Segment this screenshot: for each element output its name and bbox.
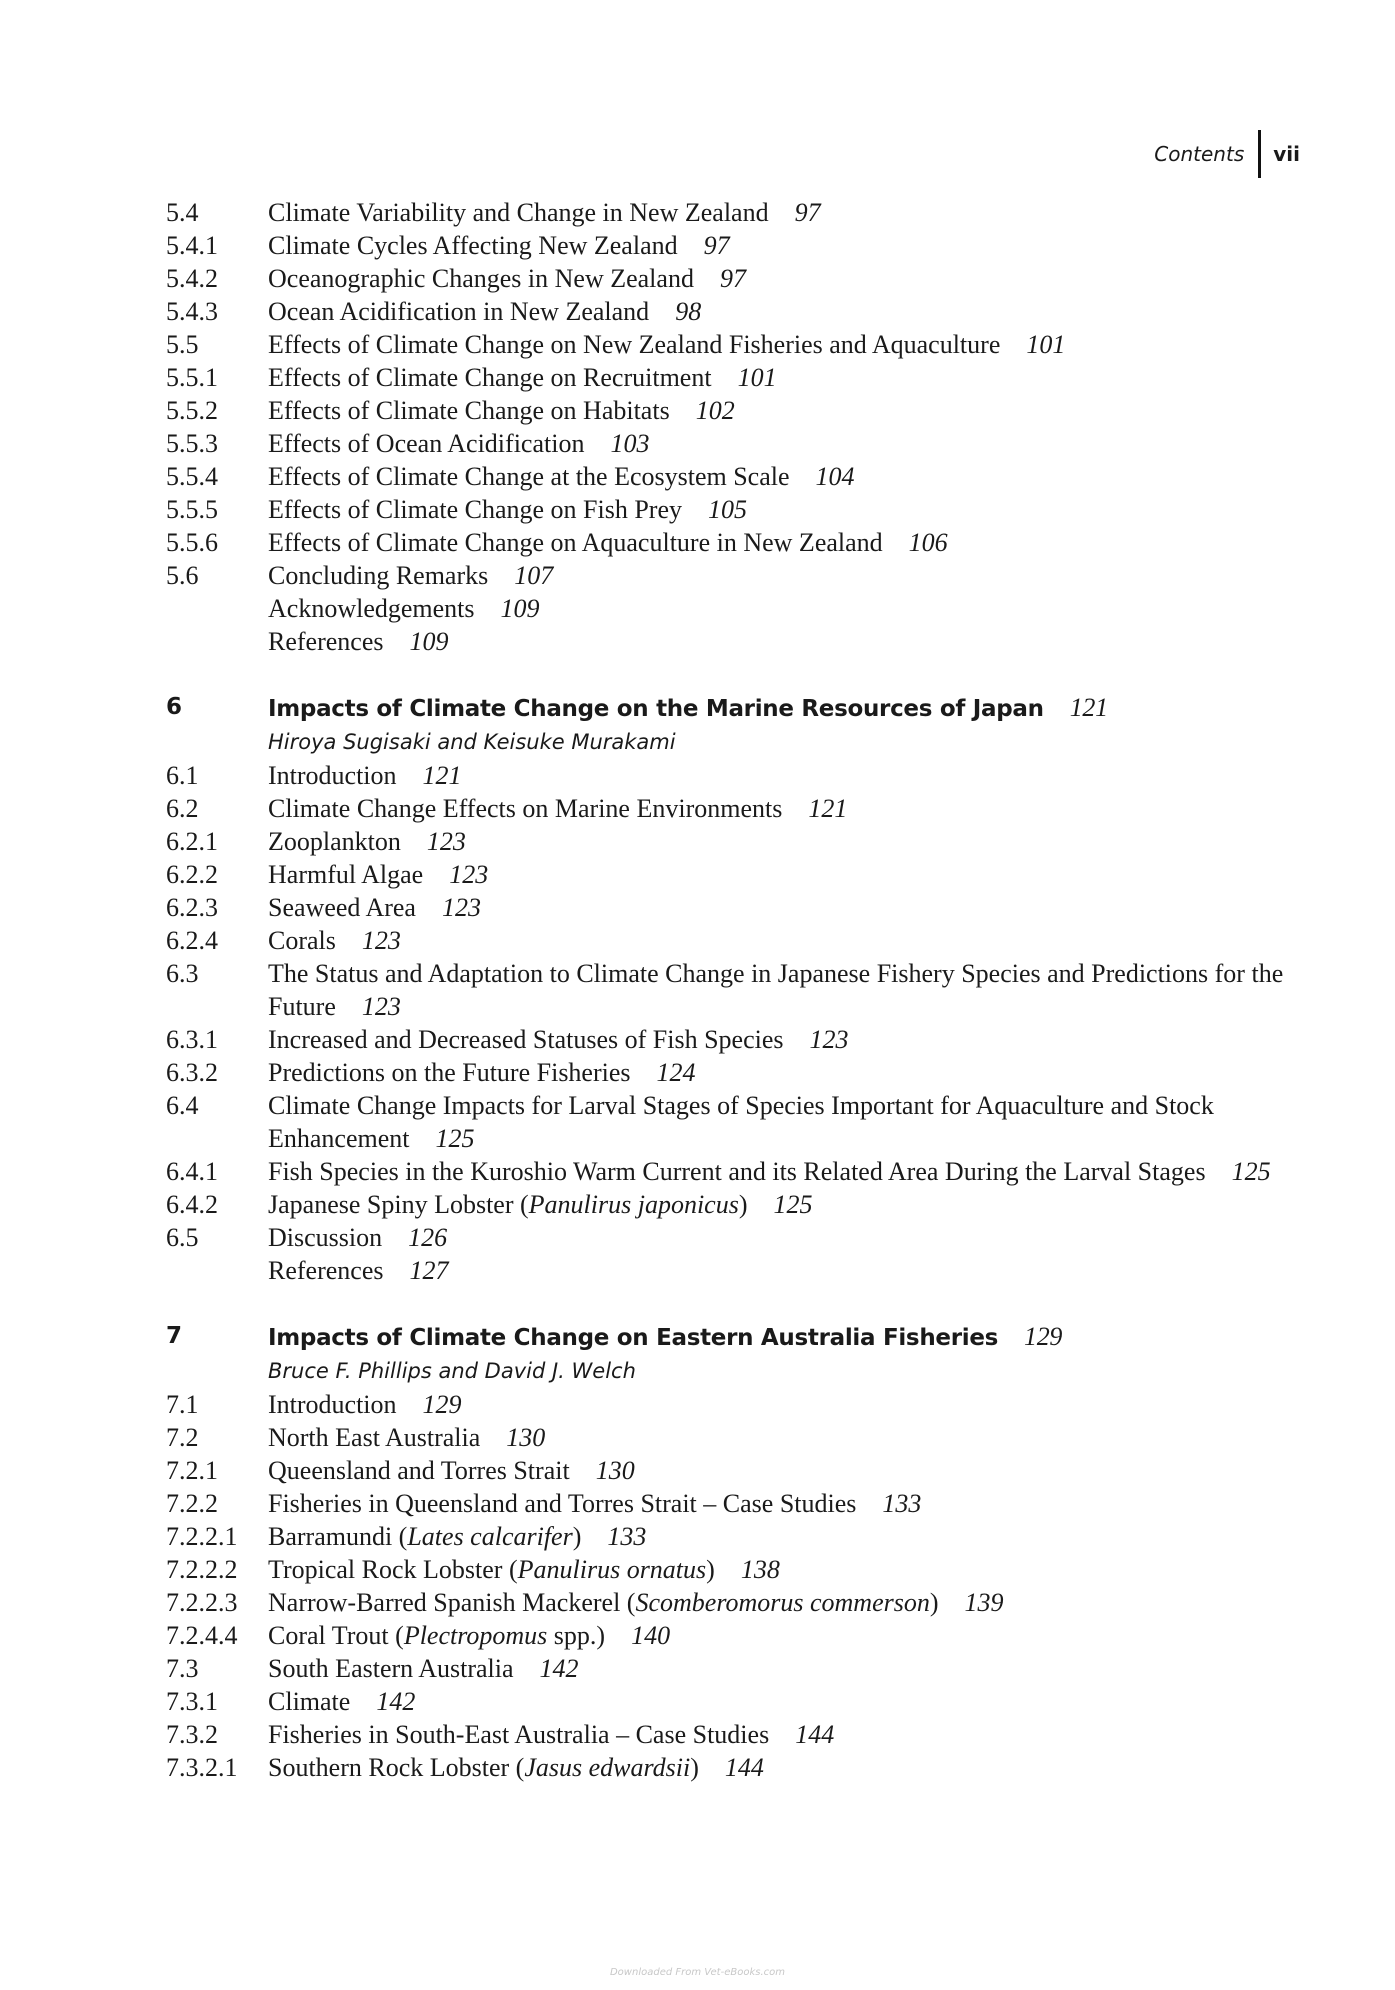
section-title: Increased and Decreased Statuses of Fish Species 123 <box>268 1025 849 1054</box>
section-title: Concluding Remarks 107 <box>268 561 554 590</box>
toc-entry[interactable] <box>166 460 1296 493</box>
section-title: References 127 <box>268 1256 449 1285</box>
toc-entry[interactable] <box>166 1718 1296 1751</box>
page-ref: 124 <box>656 1058 696 1087</box>
page-ref: 123 <box>361 926 401 955</box>
page-ref: 139 <box>964 1588 1004 1617</box>
toc-entry[interactable] <box>166 295 1296 328</box>
toc-entry[interactable] <box>166 493 1296 526</box>
section-title: Effects of Climate Change on Recruitment 101 <box>268 363 777 392</box>
section-title: Discussion 126 <box>268 1223 448 1252</box>
toc-entry[interactable] <box>166 361 1296 394</box>
toc-entry[interactable] <box>166 1751 1296 1784</box>
page-ref: 144 <box>795 1720 835 1749</box>
page-ref: 101 <box>737 363 777 392</box>
page-ref: 97 <box>719 264 746 293</box>
section-number: 7.2.2.3 <box>166 1588 238 1617</box>
toc-entry[interactable] <box>166 1388 1296 1421</box>
section-number: 6.3 <box>166 959 199 988</box>
chapter-title: Impacts of Climate Change on Eastern Australia Fisheries 129 <box>268 1322 1063 1351</box>
section-title: Fish Species in the Kuroshio Warm Current and its Related Area During the Larval Stages 125 <box>268 1157 1271 1186</box>
section-title: Oceanographic Changes in New Zealand 97 <box>268 264 746 293</box>
section-number: 7.3.1 <box>166 1687 218 1716</box>
section-title: Acknowledgements 109 <box>268 594 540 623</box>
page-ref: 144 <box>724 1753 764 1782</box>
watermark: Downloaded From Vet-eBooks.com <box>609 1967 785 1978</box>
section-title: Effects of Climate Change on Habitats 102 <box>268 396 735 425</box>
section-title: Barramundi (Lates calcarifer) 133 <box>268 1522 647 1551</box>
toc-entry[interactable] <box>166 1553 1296 1586</box>
section-title: Zooplankton 123 <box>268 827 466 856</box>
section-number: 7.2.2 <box>166 1489 218 1518</box>
page-ref: 109 <box>500 594 540 623</box>
section-number: 5.5.6 <box>166 528 218 557</box>
section-title: Climate Change Effects on Marine Environments 121 <box>268 794 848 823</box>
page-ref: 142 <box>539 1654 579 1683</box>
section-number: 5.5.1 <box>166 363 218 392</box>
section-title: Harmful Algae 123 <box>268 860 489 889</box>
page-ref: 125 <box>773 1190 813 1219</box>
running-title: Contents <box>1154 142 1245 166</box>
page-ref: 97 <box>794 198 821 227</box>
toc-entry[interactable] <box>166 1155 1296 1188</box>
page-ref: 101 <box>1026 330 1066 359</box>
chapter-heading[interactable] <box>166 1320 1296 1355</box>
toc-entry[interactable] <box>166 1520 1296 1553</box>
toc-entry[interactable] <box>166 559 1296 592</box>
toc-entry[interactable] <box>166 1652 1296 1685</box>
section-title: Effects of Ocean Acidification 103 <box>268 429 650 458</box>
toc-entry[interactable] <box>166 792 1296 825</box>
section-title: Effects of Climate Change at the Ecosystem Scale 104 <box>268 462 855 491</box>
toc-entry[interactable] <box>166 1089 1296 1155</box>
section-title: Fisheries in Queensland and Torres Strait – Case Studies 133 <box>268 1489 922 1518</box>
toc-entry[interactable] <box>166 1487 1296 1520</box>
toc-entry[interactable] <box>166 592 1296 625</box>
section-number: 5.5.2 <box>166 396 218 425</box>
toc-entry[interactable] <box>166 1619 1296 1652</box>
section-number: 6.2 <box>166 794 199 823</box>
section-number: 7.3 <box>166 1654 199 1683</box>
toc-entry[interactable] <box>166 957 1296 1023</box>
toc-entry[interactable] <box>166 526 1296 559</box>
toc-entry[interactable] <box>166 1454 1296 1487</box>
section-title: The Status and Adaptation to Climate Change in Japanese Fishery Species and Predictions for the Future 123 <box>268 959 1284 1021</box>
section-number <box>166 592 268 625</box>
toc-entry[interactable] <box>166 1685 1296 1718</box>
section-number: 7.2.2.1 <box>166 1522 238 1551</box>
section-number: 7.3.2.1 <box>166 1753 238 1782</box>
section-number: 6.3.1 <box>166 1025 218 1054</box>
page-number: vii <box>1273 142 1300 166</box>
section-title: Fisheries in South-East Australia – Case Studies 144 <box>268 1720 835 1749</box>
section-number: 6.1 <box>166 761 199 790</box>
page-ref: 138 <box>740 1555 780 1584</box>
page-ref: 126 <box>408 1223 448 1252</box>
section-title: Corals 123 <box>268 926 401 955</box>
section-number: 7.2.1 <box>166 1456 218 1485</box>
page-ref: 102 <box>695 396 735 425</box>
page-ref: 125 <box>435 1124 475 1153</box>
section-title: Narrow-Barred Spanish Mackerel (Scomberomorus commerson) 139 <box>268 1588 1004 1617</box>
toc-entry[interactable] <box>166 1586 1296 1619</box>
section-number: 5.5.5 <box>166 495 218 524</box>
page-ref: 127 <box>409 1256 449 1285</box>
toc-entry[interactable] <box>166 1254 1296 1287</box>
toc-entry[interactable] <box>166 1421 1296 1454</box>
toc-entry[interactable] <box>166 891 1296 924</box>
page-ref: 142 <box>376 1687 416 1716</box>
toc-entry[interactable] <box>166 1221 1296 1254</box>
page-ref: 123 <box>809 1025 849 1054</box>
toc-entry[interactable] <box>166 1056 1296 1089</box>
section-number: 5.5.4 <box>166 462 218 491</box>
toc-entry[interactable] <box>166 427 1296 460</box>
section-number: 6.4.1 <box>166 1157 218 1186</box>
page-ref: 106 <box>908 528 948 557</box>
section-number: 5.4.3 <box>166 297 218 326</box>
section-title: Climate Change Impacts for Larval Stages of Species Important for Aquaculture and Stock Enhancement 125 <box>268 1091 1214 1153</box>
page-ref: 129 <box>422 1390 462 1419</box>
section-title: Climate Cycles Affecting New Zealand 97 <box>268 231 730 260</box>
section-title: Queensland and Torres Strait 130 <box>268 1456 635 1485</box>
section-number: 5.5 <box>166 330 199 359</box>
page-ref: 121 <box>422 761 462 790</box>
section-number: 5.5.3 <box>166 429 218 458</box>
page-ref: 121 <box>1069 693 1108 722</box>
section-title: Coral Trout (Plectropomus spp.) 140 <box>268 1621 671 1650</box>
chapter-number: 6 <box>166 694 182 720</box>
page-ref: 133 <box>882 1489 922 1518</box>
page-ref: 123 <box>426 827 466 856</box>
toc-entry[interactable] <box>166 394 1296 427</box>
section-title: Southern Rock Lobster (Jasus edwardsii) 144 <box>268 1753 764 1782</box>
section-title: Effects of Climate Change on New Zealand Fisheries and Aquaculture 101 <box>268 330 1066 359</box>
page-ref: 130 <box>506 1423 546 1452</box>
toc-entry[interactable] <box>166 825 1296 858</box>
table-of-contents <box>166 196 1296 1784</box>
page-ref: 109 <box>409 627 449 656</box>
page-ref: 107 <box>514 561 554 590</box>
toc-entry[interactable] <box>166 1023 1296 1056</box>
section-title: South Eastern Australia 142 <box>268 1654 579 1683</box>
section-number: 5.6 <box>166 561 199 590</box>
toc-entry[interactable] <box>166 328 1296 361</box>
running-header <box>1154 130 1300 178</box>
section-number: 6.2.1 <box>166 827 218 856</box>
section-title: Introduction 129 <box>268 1390 462 1419</box>
page-ref: 104 <box>815 462 855 491</box>
toc-entry[interactable] <box>166 229 1296 262</box>
section-number: 6.4.2 <box>166 1190 218 1219</box>
toc-entry[interactable] <box>166 625 1296 658</box>
page-ref: 123 <box>361 992 401 1021</box>
section-title: Climate 142 <box>268 1687 416 1716</box>
section-number <box>166 1254 268 1287</box>
page-ref: 129 <box>1024 1322 1063 1351</box>
section-title: Effects of Climate Change on Fish Prey 105 <box>268 495 748 524</box>
page-ref: 103 <box>610 429 650 458</box>
section-number: 7.2 <box>166 1423 199 1452</box>
chapter-authors: Hiroya Sugisaki and Keisuke Murakami <box>268 730 676 754</box>
section-title: Climate Variability and Change in New Zealand 97 <box>268 198 821 227</box>
section-title: North East Australia 130 <box>268 1423 546 1452</box>
page-ref: 123 <box>441 893 481 922</box>
section-number: 6.5 <box>166 1223 199 1252</box>
chapter-number: 7 <box>166 1323 182 1349</box>
toc-entry[interactable] <box>166 858 1296 891</box>
section-number <box>166 625 268 658</box>
page-ref: 98 <box>675 297 702 326</box>
spacer <box>166 1287 1296 1320</box>
section-number: 6.2.3 <box>166 893 218 922</box>
section-title: Introduction 121 <box>268 761 462 790</box>
page-ref: 133 <box>607 1522 647 1551</box>
chapter-heading[interactable] <box>166 691 1296 726</box>
chapter-title: Impacts of Climate Change on the Marine Resources of Japan 121 <box>268 693 1108 722</box>
section-number: 7.1 <box>166 1390 199 1419</box>
section-number: 5.4.2 <box>166 264 218 293</box>
section-title: Japanese Spiny Lobster (Panulirus japonicus) 125 <box>268 1190 813 1219</box>
section-title: Tropical Rock Lobster (Panulirus ornatus) 138 <box>268 1555 780 1584</box>
page-ref: 130 <box>595 1456 635 1485</box>
toc-entry[interactable] <box>166 262 1296 295</box>
section-number: 6.3.2 <box>166 1058 218 1087</box>
page-ref: 123 <box>449 860 489 889</box>
page-ref: 140 <box>631 1621 671 1650</box>
toc-entry[interactable] <box>166 1188 1296 1221</box>
section-title: Seaweed Area 123 <box>268 893 481 922</box>
section-number: 7.2.2.2 <box>166 1555 238 1584</box>
section-title: References 109 <box>268 627 449 656</box>
section-title: Predictions on the Future Fisheries 124 <box>268 1058 696 1087</box>
section-number: 6.4 <box>166 1091 199 1120</box>
section-number: 6.2.4 <box>166 926 218 955</box>
page-ref: 97 <box>703 231 730 260</box>
toc-entry[interactable] <box>166 196 1296 229</box>
section-number: 7.2.4.4 <box>166 1621 238 1650</box>
page-ref: 125 <box>1231 1157 1271 1186</box>
toc-entry[interactable] <box>166 924 1296 957</box>
section-number: 7.3.2 <box>166 1720 218 1749</box>
section-number: 5.4 <box>166 198 199 227</box>
chapter-authors: Bruce F. Phillips and David J. Welch <box>268 1359 636 1383</box>
section-title: Effects of Climate Change on Aquaculture in New Zealand 106 <box>268 528 948 557</box>
toc-entry[interactable] <box>166 759 1296 792</box>
section-number: 5.4.1 <box>166 231 218 260</box>
page-ref: 105 <box>708 495 748 524</box>
page-ref: 121 <box>808 794 848 823</box>
spacer <box>166 658 1296 691</box>
section-title: Ocean Acidification in New Zealand 98 <box>268 297 702 326</box>
section-number: 6.2.2 <box>166 860 218 889</box>
